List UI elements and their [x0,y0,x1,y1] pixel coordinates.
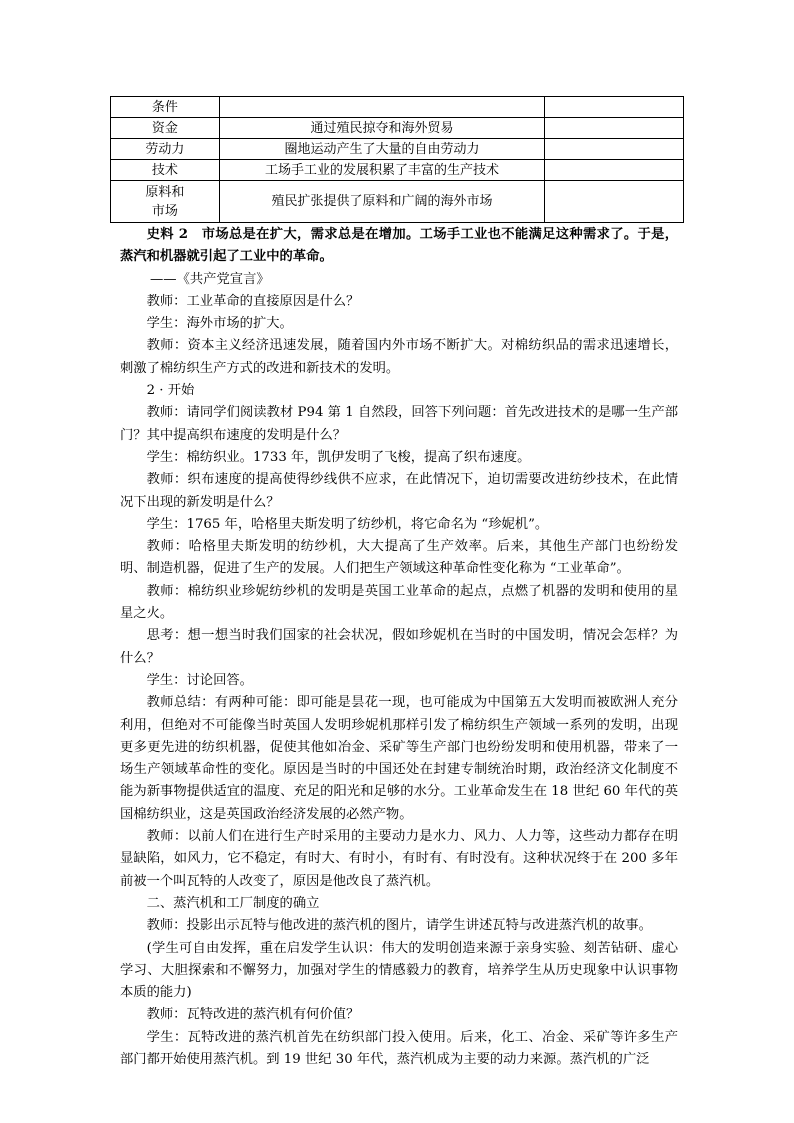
section-heading-start: 2 · 开始 [146,383,195,399]
table-row [111,97,684,118]
table-cell-extra [545,118,684,139]
paragraph: 学生：1765 年，哈格里夫斯发明了纺纱机，将它命名为 “珍妮机”。 [146,516,549,532]
table-row [111,160,684,181]
table-row [111,181,684,223]
table-cell-extra [545,181,684,223]
table-row [111,139,684,160]
table-cell-extra [545,97,684,118]
section-heading-two: 二、蒸汽机和工厂制度的确立 [146,895,320,911]
paragraph: 学生：瓦特改进的蒸汽机首先在纺织部门投入使用。后来，化工、冶金、采矿等许多生产部门都开始使用蒸汽机。到 19 世纪 30 年代，蒸汽机成为主要的动力来源。蒸汽机的广泛 [120,1029,678,1067]
paragraph: 学生：棉纺织业。1733 年，凯伊发明了飞梭，提高了织布速度。 [146,449,531,465]
paragraph: 教师：投影出示瓦特与他改进的蒸汽机的图片，请学生讲述瓦特与改进蒸汽机的故事。 [146,918,652,934]
table-row [111,118,684,139]
table-cell-label-line1: 原料和 [145,184,185,200]
paragraph: 教师：资本主义经济迅速发展，随着国内外市场不断扩大。对棉纺织品的需求迅速增长，刺激了棉纺织生产方式的改进和新技术的发明。 [120,338,678,376]
table-cell-label: 条件 [111,97,220,118]
paragraph: 教师：瓦特改进的蒸汽机有何价值？ [146,1007,360,1023]
paragraph: 教师：棉纺织业珍妮纺纱机的发明是英国工业革命的起点，点燃了机器的发明和使用的星星之火。 [120,583,678,622]
table-cell-content: 殖民扩张提供了原料和广阔的海外市场 [219,181,545,223]
paragraph: 教师：请同学们阅读教材 P94 第 1 自然段，回答下列问题：首先改进技术的是哪一生产部门？其中提高织布速度的发明是什么？ [120,405,678,443]
table-cell-content: 通过殖民掠夺和海外贸易 [219,118,545,139]
paragraph: (学生可自由发挥，重在启发学生认识：伟大的发明创造来源于亲身实验、刻苦钻研、虚心学习、大胆探索和不懈努力，加强对学生的情感毅力的教育，培养学生从历史现象中认识事物本质的能力) [120,940,678,1001]
source-reference: ——《共产党宣言》 [150,271,270,287]
paragraph: 学生：讨论回答。 [146,672,253,688]
table-cell-content [219,97,545,118]
table-cell-label [111,181,220,223]
document-body [120,224,678,1071]
source-quote [120,224,678,269]
table-cell-label: 技术 [111,160,220,181]
source-text: 市场总是在扩大，需求总是在增加。工场手工业也不能满足这种需求了。于是，蒸汽和机器就引起了工业中的革命。 [120,227,679,265]
paragraph: 学生：海外市场的扩大。 [146,316,293,332]
paragraph: 教师：织布速度的提高使得纱线供不应求，在此情况下，迫切需要改进纺纱技术，在此情况下出现的新发明是什么？ [120,472,678,510]
table-cell-extra [545,160,684,181]
table-cell-extra [545,139,684,160]
paragraph: 思考：想一想当时我们国家的社会状况，假如珍妮机在当时的中国发明，情况会怎样？为什么？ [120,628,678,666]
paragraph: 教师：哈格里夫斯发明的纺纱机，大大提高了生产效率。后来，其他生产部门也纷纷发明、制造机器，促进了生产的发展。人们把生产领域这种革命性变化称为 “工业革命”。 [120,539,678,577]
source-label: 史料 2 [146,227,189,242]
paragraph: 教师总结：有两种可能：即可能是昙花一现，也可能成为中国第五大发明而被欧洲人充分利用，但绝对不可能像当时英国人发明珍妮机那样引发了棉纺织生产领域一系列的发明，出现更多更先进的纺织机器，促使其他如冶金、采矿等生产部门也纷纷发明和使用机器，带来了一场生产领域革命性的变化。原因是当时的中国还处在封建专制统治时期，政治经济文化制度不能为新事物提供适宜的温度、充足的阳光和足够的水分。工业革命发生在 18 世纪 60 年代的英国棉纺织业，这是英国政治经济发展的必然产物。 [120,695,678,822]
paragraph: 教师：工业革命的直接原因是什么？ [146,293,360,309]
table-cell-content: 圈地运动产生了大量的自由劳动力 [219,139,545,160]
table-cell-label: 劳动力 [111,139,220,160]
table-cell-label: 资金 [111,118,220,139]
paragraph: 教师：以前人们在进行生产时采用的主要动力是水力、风力、人力等，这些动力都存在明显缺陷，如风力，它不稳定，有时大、有时小，有时有、有时没有。这种状况终于在 200 多年前被一个叫瓦特的人改变了，原因是他改良了蒸汽机。 [120,829,678,889]
table-cell-label-line2: 市场 [151,203,178,219]
conditions-table [110,96,684,223]
table-cell-content: 工场手工业的发展积累了丰富的生产技术 [219,160,545,181]
